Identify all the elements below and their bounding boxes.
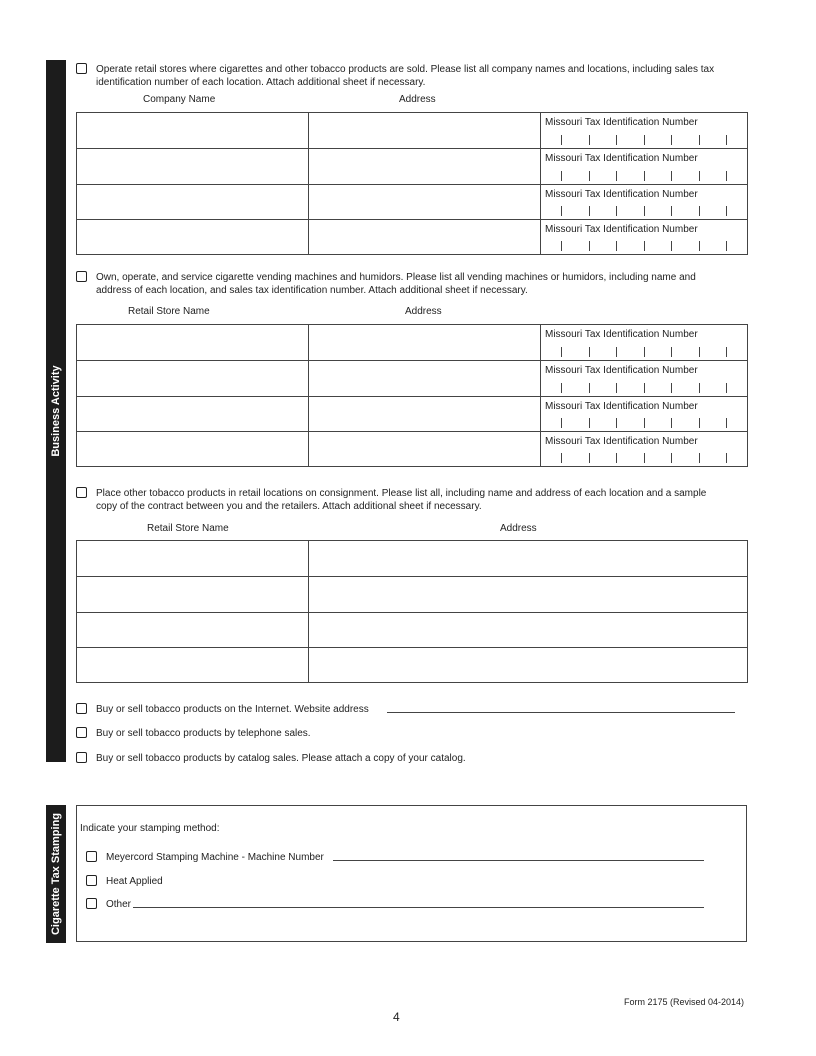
machine-number-field[interactable] bbox=[333, 860, 704, 861]
address-cell[interactable] bbox=[309, 397, 541, 432]
retail-store-name-cell[interactable] bbox=[77, 432, 309, 467]
retail-store-name-header-2: Retail Store Name bbox=[128, 306, 210, 317]
consignment-text-1: Place other tobacco products in retail locations on consignment. Please list all, including name and address of each location and a sample bbox=[96, 488, 707, 499]
vending-text-2: address of each location, and sales tax identification number. Attach additional sheet if necessary. bbox=[96, 285, 528, 296]
meyercord-text: Meyercord Stamping Machine - Machine Number bbox=[106, 852, 324, 863]
company-name-header: Company Name bbox=[143, 94, 216, 105]
retail-store-name-cell[interactable] bbox=[77, 577, 309, 613]
form-number: Form 2175 (Revised 04-2014) bbox=[624, 997, 745, 1007]
other-text: Other bbox=[106, 899, 132, 910]
retail-store-name-header-3: Retail Store Name bbox=[147, 523, 229, 534]
vending-machines-checkbox[interactable] bbox=[76, 271, 87, 282]
internet-checkbox[interactable] bbox=[76, 703, 87, 714]
address-header-2: Address bbox=[405, 306, 442, 317]
address-cell[interactable] bbox=[309, 361, 541, 397]
address-cell[interactable] bbox=[309, 220, 541, 255]
address-cell[interactable] bbox=[309, 432, 541, 467]
address-cell[interactable] bbox=[309, 185, 541, 220]
address-cell[interactable] bbox=[309, 613, 748, 648]
company-name-cell[interactable] bbox=[77, 113, 309, 149]
address-cell[interactable] bbox=[309, 149, 541, 185]
retail-store-name-cell[interactable] bbox=[77, 397, 309, 432]
catalog-checkbox[interactable] bbox=[76, 752, 87, 763]
company-name-cell[interactable] bbox=[77, 149, 309, 185]
internet-text: Buy or sell tobacco products on the Internet. Website address bbox=[96, 704, 369, 715]
website-address-field[interactable] bbox=[387, 712, 735, 713]
vending-table bbox=[76, 324, 748, 467]
cigarette-stamping-sidebar bbox=[46, 805, 66, 943]
consignment-table bbox=[76, 540, 748, 683]
tin-cell[interactable]: Missouri Tax Identification Number bbox=[541, 149, 748, 185]
consignment-checkbox[interactable] bbox=[76, 487, 87, 498]
tin-cell[interactable]: Missouri Tax Identification Number bbox=[541, 325, 748, 361]
retail-stores-text-2: identification number of each location. Attach additional sheet if necessary. bbox=[96, 77, 426, 88]
tin-cell[interactable]: Missouri Tax Identification Number bbox=[541, 397, 748, 432]
retail-store-name-cell[interactable] bbox=[77, 613, 309, 648]
page-number: 4 bbox=[393, 1010, 400, 1024]
telephone-checkbox[interactable] bbox=[76, 727, 87, 738]
address-header-3: Address bbox=[500, 523, 537, 534]
stamping-prompt: Indicate your stamping method: bbox=[80, 823, 220, 834]
retail-store-name-cell[interactable] bbox=[77, 325, 309, 361]
cigarette-stamping-label: Cigarette Tax Stamping bbox=[50, 812, 62, 936]
heat-applied-text: Heat Applied bbox=[106, 876, 163, 887]
tin-cell[interactable]: Missouri Tax Identification Number bbox=[541, 113, 748, 149]
heat-applied-checkbox[interactable] bbox=[86, 875, 97, 886]
tin-cell[interactable]: Missouri Tax Identification Number bbox=[541, 185, 748, 220]
retail-stores-text-1: Operate retail stores where cigarettes and other tobacco products are sold. Please list all company names and locations, including sales tax bbox=[96, 64, 715, 75]
business-activity-label: Business Activity bbox=[50, 365, 62, 457]
tin-cell[interactable]: Missouri Tax Identification Number bbox=[541, 220, 748, 255]
retail-stores-checkbox[interactable] bbox=[76, 63, 87, 74]
meyercord-checkbox[interactable] bbox=[86, 851, 97, 862]
retail-store-name-cell[interactable] bbox=[77, 541, 309, 577]
retail-store-name-cell[interactable] bbox=[77, 361, 309, 397]
address-cell[interactable] bbox=[309, 113, 541, 149]
other-field[interactable] bbox=[133, 907, 704, 908]
vending-text-1: Own, operate, and service cigarette vending machines and humidors. Please list all vending machines or humidors, including name and bbox=[96, 272, 696, 283]
address-cell[interactable] bbox=[309, 577, 748, 613]
consignment-text-2: copy of the contract between you and the retailers. Attach additional sheet if necessary. bbox=[96, 501, 482, 512]
address-cell[interactable] bbox=[309, 325, 541, 361]
company-name-cell[interactable] bbox=[77, 185, 309, 220]
tin-cell[interactable]: Missouri Tax Identification Number bbox=[541, 361, 748, 397]
telephone-text: Buy or sell tobacco products by telephone sales. bbox=[96, 728, 311, 739]
other-checkbox[interactable] bbox=[86, 898, 97, 909]
retail-store-name-cell[interactable] bbox=[77, 648, 309, 683]
catalog-text: Buy or sell tobacco products by catalog sales. Please attach a copy of your catalog. bbox=[96, 753, 466, 764]
address-cell[interactable] bbox=[309, 648, 748, 683]
retail-stores-table bbox=[76, 112, 748, 255]
address-header-1: Address bbox=[399, 94, 436, 105]
company-name-cell[interactable] bbox=[77, 220, 309, 255]
business-activity-sidebar bbox=[46, 60, 66, 762]
tin-cell[interactable]: Missouri Tax Identification Number bbox=[541, 432, 748, 467]
address-cell[interactable] bbox=[309, 541, 748, 577]
